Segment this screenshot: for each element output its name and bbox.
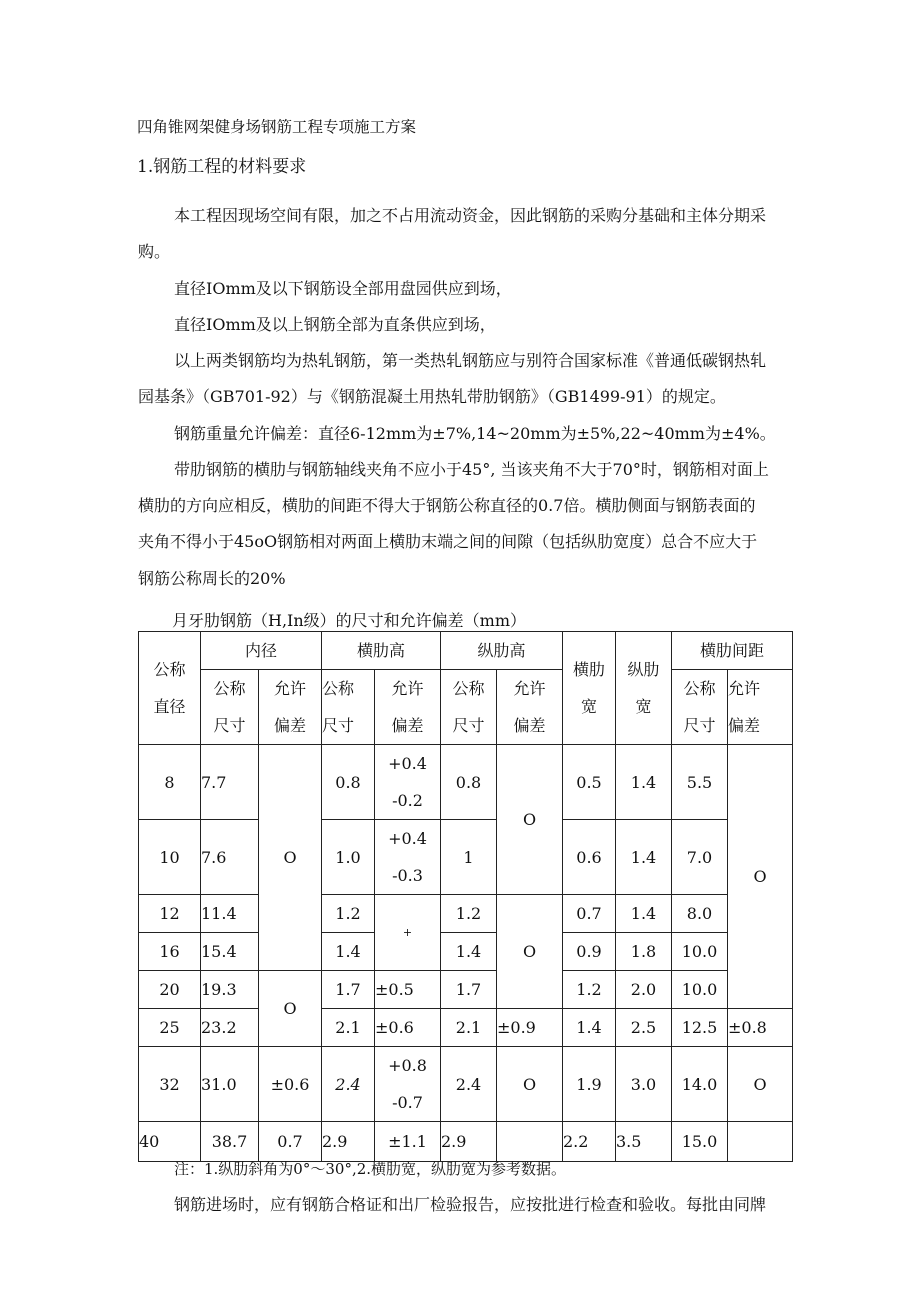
header-text: 公称 <box>683 679 716 698</box>
cell-inner: 23.2 <box>201 1009 259 1047</box>
cell-long-rib-width: 2.5 <box>616 1009 672 1047</box>
header-text: 公称 <box>153 660 186 679</box>
header-inner-dia: 内径 <box>201 632 322 670</box>
paragraph-line: 购。 <box>138 242 171 261</box>
header-rib-width <box>563 632 616 745</box>
table-row <box>139 1009 793 1047</box>
tol-text: -0.7 <box>392 1093 423 1112</box>
cell-rib-height-tol <box>375 820 441 895</box>
cell-spacing: 10.0 <box>672 971 728 1009</box>
cell-rib-height: 1.7 <box>322 971 375 1009</box>
cell-dia: 12 <box>139 895 201 933</box>
cell-spacing-tol: O <box>728 1047 793 1122</box>
table-row <box>139 1122 793 1162</box>
cell-rib-height: 1.0 <box>322 820 375 895</box>
header-nominal-dia <box>139 632 201 745</box>
cell-long-rib-tol: O <box>497 745 563 895</box>
table-row <box>139 820 793 895</box>
cell-inner: 11.4 <box>201 895 259 933</box>
cell-rib-height-tol: ±0.6 <box>375 1009 441 1047</box>
cell-inner-tol: O <box>259 745 322 971</box>
header-text: 尺寸 <box>213 716 246 735</box>
table-row <box>139 895 793 933</box>
paragraph-line: 园基条》（GB701-92）与《钢筋混凝土用热轧带肋钢筋》（GB1499-91）的规定。 <box>138 387 726 406</box>
cell-rib-height: 2.4 <box>322 1047 375 1122</box>
cell-rib-height: 1.2 <box>322 895 375 933</box>
cell-rib-height: 1.4 <box>322 933 375 971</box>
cell-rib-height-tol <box>375 895 441 971</box>
header-text: 偏差 <box>513 716 546 735</box>
cell-dia: 16 <box>139 933 201 971</box>
cell-spacing: 7.0 <box>672 820 728 895</box>
cell-rib-width: 0.9 <box>563 933 616 971</box>
header-long-rib-height: 纵肋高 <box>441 632 563 670</box>
cell-inner-tol: 0.7 <box>259 1122 322 1162</box>
sub-nominal <box>201 670 259 745</box>
cell-long-rib-tol: ±0.9 <box>497 1009 563 1047</box>
header-text: 偏差 <box>391 716 424 735</box>
cell-spacing: 14.0 <box>672 1047 728 1122</box>
header-text: 尺寸 <box>683 716 716 735</box>
table-row <box>139 745 793 820</box>
cell-dia: 8 <box>139 745 201 820</box>
cell-spacing: 10.0 <box>672 933 728 971</box>
sub-tolerance <box>375 670 441 745</box>
cell-dia: 32 <box>139 1047 201 1122</box>
cell-long-rib-width: 1.4 <box>616 820 672 895</box>
paragraph-line: 本工程因现场空间有限，加之不占用流动资金，因此钢筋的采购分基础和主体分期采 <box>174 206 767 225</box>
cell-long-rib-tol <box>497 1122 563 1162</box>
cell-long-rib-height: 1.2 <box>441 895 497 933</box>
cell-rib-width: 1.2 <box>563 971 616 1009</box>
cell-long-rib-height: 1 <box>441 820 497 895</box>
cell-inner: 19.3 <box>201 971 259 1009</box>
paragraph-line: 钢筋进场时，应有钢筋合格证和出厂检验报告，应按批进行检查和验收。每批由同牌 <box>174 1195 767 1214</box>
tol-text: -0.2 <box>392 791 423 810</box>
tol-text: +0.8 <box>388 1056 427 1075</box>
sub-tolerance <box>259 670 322 745</box>
cell-spacing: 15.0 <box>672 1122 728 1162</box>
cell-rib-height: 2.9 <box>322 1122 375 1162</box>
cell-long-rib-height: 0.8 <box>441 745 497 820</box>
cell-rib-width: 0.6 <box>563 820 616 895</box>
rebar-spec-table <box>138 631 793 1162</box>
cell-spacing-tol <box>728 1122 793 1162</box>
cell-long-rib-width: 2.0 <box>616 971 672 1009</box>
header-text: 公称 <box>452 679 485 698</box>
table-row <box>139 971 793 1009</box>
header-text: 横肋 <box>572 660 605 679</box>
cell-rib-width: 1.4 <box>563 1009 616 1047</box>
tol-text: -0.3 <box>392 866 423 885</box>
paragraph-line: 直径IOmm及以上钢筋全部为直条供应到场， <box>174 315 496 334</box>
cell-rib-height: 2.1 <box>322 1009 375 1047</box>
cell-long-rib-height: 2.4 <box>441 1047 497 1122</box>
sub-nominal <box>322 670 375 745</box>
table-note: 注：1.纵肋斜角为0°～30°,2.横肋宽，纵肋宽为参考数据。 <box>174 1160 567 1178</box>
header-text: 允许 <box>391 679 424 698</box>
header-text: 尺寸 <box>322 716 355 735</box>
cell-long-rib-tol: O <box>497 1047 563 1122</box>
cell-rib-width: 2.2 <box>563 1122 616 1162</box>
header-text: 允许 <box>728 679 761 698</box>
paragraph-line: 直径IOmm及以下钢筋设全部用盘园供应到场， <box>174 279 512 298</box>
section-heading: 1.钢筋工程的材料要求 <box>137 157 307 177</box>
header-text: 偏差 <box>728 716 761 735</box>
cell-dia: 40 <box>139 1122 201 1162</box>
table-caption: 月牙肋钢筋（H,In级）的尺寸和允许偏差（mm） <box>172 611 527 630</box>
cell-rib-height-tol: ±1.1 <box>375 1122 441 1162</box>
header-text: 尺寸 <box>452 716 485 735</box>
cell-long-rib-width: 1.4 <box>616 895 672 933</box>
cell-inner: 15.4 <box>201 933 259 971</box>
cell-inner: 38.7 <box>201 1122 259 1162</box>
tol-text: +0.4 <box>388 754 427 773</box>
sub-tolerance <box>728 670 793 745</box>
table-row <box>139 1047 793 1122</box>
header-text: 宽 <box>580 697 597 716</box>
header-text: 偏差 <box>273 716 306 735</box>
header-text: 公称 <box>213 679 246 698</box>
cell-rib-height-tol: ±0.5 <box>375 971 441 1009</box>
paragraph-line: 横肋的方向应相反，横肋的间距不得大于钢筋公称直径的0.7倍。横肋侧面与钢筋表面的 <box>138 496 756 515</box>
header-rib-height: 横肋高 <box>322 632 441 670</box>
paragraph-line: 钢筋公称周长的20% <box>138 569 286 588</box>
paragraph-line: 夹角不得小于45oO钢筋相对两面上横肋末端之间的间隙（包括纵肋宽度）总合不应大于 <box>138 532 758 551</box>
cell-dia: 25 <box>139 1009 201 1047</box>
sub-tolerance <box>497 670 563 745</box>
header-text: 允许 <box>513 679 546 698</box>
cell-long-rib-height: 1.4 <box>441 933 497 971</box>
cell-spacing: 8.0 <box>672 895 728 933</box>
cell-rib-width: 0.7 <box>563 895 616 933</box>
sub-nominal <box>441 670 497 745</box>
cell-inner-tol: O <box>259 971 322 1047</box>
cell-spacing-tol: ±0.8 <box>728 1009 793 1047</box>
cell-rib-width: 1.9 <box>563 1047 616 1122</box>
header-rib-spacing: 横肋间距 <box>672 632 793 670</box>
cell-long-rib-tol: O <box>497 895 563 1009</box>
header-text: 直径 <box>153 697 186 716</box>
cell-long-rib-height: 2.1 <box>441 1009 497 1047</box>
paragraph-line: 钢筋重量允许偏差：直径6-12mm为±7%,14~20mm为±5%,22~40mm为±4%。 <box>174 424 776 443</box>
cell-rib-width: 0.5 <box>563 745 616 820</box>
header-text: 纵肋 <box>627 660 660 679</box>
header-text: 宽 <box>635 697 652 716</box>
tol-text: +0.4 <box>388 829 427 848</box>
header-text: 公称 <box>322 679 355 698</box>
header-long-rib-width <box>616 632 672 745</box>
cell-long-rib-width: 3.0 <box>616 1047 672 1122</box>
tol-text: + <box>402 926 413 939</box>
cell-long-rib-width: 1.4 <box>616 745 672 820</box>
cell-inner: 31.0 <box>201 1047 259 1122</box>
cell-spacing: 5.5 <box>672 745 728 820</box>
cell-long-rib-height: 1.7 <box>441 971 497 1009</box>
cell-long-rib-height: 2.9 <box>441 1122 497 1162</box>
paragraph-line: 带肋钢筋的横肋与钢筋轴线夹角不应小于45°, 当该夹角不大于70°时，钢筋相对面上 <box>174 460 769 479</box>
sub-nominal <box>672 670 728 745</box>
cell-long-rib-width: 3.5 <box>616 1122 672 1162</box>
cell-dia: 10 <box>139 820 201 895</box>
cell-inner: 7.7 <box>201 745 259 820</box>
cell-rib-height-tol <box>375 745 441 820</box>
document-title: 四角锥网架健身场钢筋工程专项施工方案 <box>137 118 417 136</box>
table-row <box>139 933 793 971</box>
table-header-row <box>139 632 793 670</box>
cell-rib-height: 0.8 <box>322 745 375 820</box>
cell-spacing: 12.5 <box>672 1009 728 1047</box>
cell-spacing-tol: O <box>728 745 793 1009</box>
cell-dia: 20 <box>139 971 201 1009</box>
cell-inner: 7.6 <box>201 820 259 895</box>
table-subheader-row <box>139 670 793 745</box>
cell-long-rib-width: 1.8 <box>616 933 672 971</box>
header-text: 允许 <box>273 679 306 698</box>
paragraph-line: 以上两类钢筋均为热轧钢筋，第一类热轧钢筋应与别符合国家标准《普通低碳钢热轧 <box>174 351 767 370</box>
cell-rib-height-tol <box>375 1047 441 1122</box>
cell-inner-tol: ±0.6 <box>259 1047 322 1122</box>
